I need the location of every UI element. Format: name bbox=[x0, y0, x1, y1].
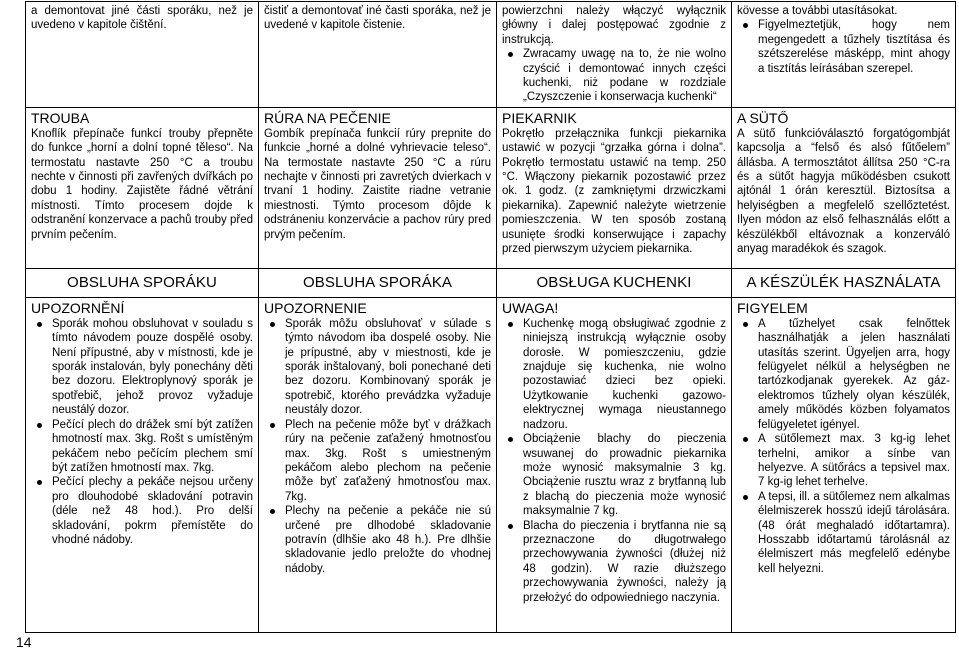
warning-title-cs: UPOZORNĚNÍ bbox=[31, 299, 125, 316]
continuation-row bbox=[26, 2, 956, 108]
list-item: Blacha do pieczenia i brytfanna nie są przeznaczone do długotrwałego przechowywania żywności (dłużej niż 48 godzin). W razie dłuższego przechowywania żywności, należy ją przełożyć do odpowiedniego naczynia. bbox=[502, 519, 726, 605]
list-item: Sporák mohou obsluhovat v souladu s tímto návodem pouze dospělé osoby. Není přípustné, aby v místnosti, kde je sporák instalován, byly ponechány děti bez dozoru. Elektroplynový sporák je spotřebič, jehož provoz vyžaduje neustálý dozor. bbox=[31, 317, 253, 418]
continuation-text-hu: kövesse a további utasításokat. bbox=[737, 5, 898, 17]
continuation-text-pl: powierzchni należy włączyć wyłącznik główny i dalej postępować zgodnie z instrukcją. bbox=[502, 5, 726, 46]
list-item: Obciążenie blachy do pieczenia wsuwanej do prowadnic piekarnika może wynosić maksymalnie 3 kg. Obciążenie rusztu wraz z brytfanną lub z blachą do pieczenia może wynosić maksymalnie 7 kg. bbox=[502, 432, 726, 518]
continuation-cell-hu bbox=[732, 2, 956, 108]
instruction-table bbox=[25, 1, 956, 633]
list-item: Pečící plechy a pekáče nejsou určeny pro dlouhodobé skladování potravin (déle než 48 hod.). Pro delší skladování, pokrm přemístěte do vhodné nádoby. bbox=[31, 475, 253, 547]
header-row bbox=[26, 268, 956, 297]
warning-cell-sk bbox=[259, 297, 497, 632]
oven-title-pl: PIEKARNIK bbox=[502, 109, 577, 126]
oven-title-sk: RÚRA NA PEČENIE bbox=[264, 109, 391, 126]
list-item: A sütőlemezt max. 3 kg-ig lehet terhelni, amikor a sínbe van helyezve. A sütőrács a tepsivel max. 7 kg-ig lehet terhelve. bbox=[737, 432, 950, 490]
warning-title-pl: UWAGA! bbox=[502, 299, 559, 316]
page-number: 14 bbox=[16, 634, 32, 650]
section-header-pl: OBSŁUGA KUCHENKI bbox=[497, 268, 732, 297]
list-item: A tűzhelyet csak felnőttek használhatják a jelen használati utasítás szerint. Ügyeljen arra, hogy felügyelet nélkül a helységben ne tartózkodjanak gyerekek. Az gáz-elektromos tűzhely olyan készülék, amely működés közben folyamatos felügyeletet igényel. bbox=[737, 317, 950, 432]
oven-title-cs: TROUBA bbox=[31, 109, 90, 126]
oven-row bbox=[26, 107, 956, 268]
oven-cell-hu bbox=[732, 107, 956, 268]
warning-title-sk: UPOZORNENIE bbox=[264, 299, 367, 316]
oven-cell-pl bbox=[497, 107, 732, 268]
section-header-sk: OBSLUHA SPORÁKA bbox=[259, 268, 497, 297]
list-item: Zwracamy uwagę na to, że nie wolno czyścić i demontować innych części kuchenki, niż podane w rozdziale „Czyszczenie i konserwacja kuchenki“ bbox=[502, 47, 726, 105]
warning-cell-pl bbox=[497, 297, 732, 632]
warning-row bbox=[26, 297, 956, 632]
warning-cell-cs bbox=[26, 297, 259, 632]
section-header-cs: OBSLUHA SPORÁKU bbox=[26, 268, 259, 297]
warning-list-pl bbox=[502, 317, 726, 605]
oven-text-sk: Gombík prepínača funkcií rúry prepnite do funkcie „horné a dolné vyhrievacie teleso“. Na termostate nastavte 250 °C a rúru nechajte v činnosti pri zavretých dvierkach v trvaní 1 hodiny. Zaistite riadne vetranie miestnosti. Týmto procesom dôjde k odstráneniu konzervácie a pachov rúry pred prvým pečením. bbox=[264, 127, 491, 241]
list-item: Kuchenkę mogą obsługiwać zgodnie z niniejszą instrukcją wyłącznie osoby dorosłe. W pomieszczeniu, gdzie znajduje się kuchenka, nie wolno pozostawiać dzieci bez opieki. Użytkowanie kuchenki gazowo-elektrycznej wymaga nieustannego nadzoru. bbox=[502, 317, 726, 432]
oven-text-cs: Knoflík přepínače funkcí trouby přepněte do funkce „horní a dolní topné těleso“. Na termostatu nastavte 250 °C a troubu nechte v činnosti při zavřených dvířkách po dobu 1 hodiny. Zajistěte řádné větrání místnosti. Tímto procesem dojde k odstranění konzervace a pachů trouby před prvním pečením. bbox=[31, 127, 253, 241]
warning-list-sk bbox=[264, 317, 491, 576]
continuation-text-sk: čistiť a demontovať iné časti sporáka, než je uvedené v kapitole čistenie. bbox=[264, 5, 491, 32]
oven-cell-sk bbox=[259, 107, 497, 268]
section-header-hu: A KÉSZÜLÉK HASZNÁLATA bbox=[732, 268, 956, 297]
warning-cell-hu bbox=[732, 297, 956, 632]
list-item: Sporák môžu obsluhovať v súlade s týmto návodom iba dospelé osoby. Nie je prípustné, aby v miestnosti, kde je sporák inštalovaný, boli ponechané deti bez dozoru. Kombinovaný sporák je spotrebič, ktorého prevádzka vyžaduje neustály dozor. bbox=[264, 317, 491, 418]
list-item: Plechy na pečenie a pekáče nie sú určené pre dlhodobé skladovanie potravín (dlhšie ako 48 h.). Pre dlhšie skladovanie jedlo preložte do vhodnej nádoby. bbox=[264, 504, 491, 576]
warning-title-hu: FIGYELEM bbox=[737, 299, 808, 316]
continuation-list-pl bbox=[502, 47, 726, 105]
continuation-list-hu bbox=[737, 18, 950, 76]
warning-list-hu bbox=[737, 317, 950, 576]
oven-title-hu: A SÜTŐ bbox=[737, 109, 789, 126]
list-item: Plech na pečenie môže byť v drážkach rúry na pečenie zaťažený hmotnosťou max. 3kg. Rošt s umiestneným pekáčom alebo plechom na pečenie môže byť zaťažený hmotnosťou max. 7kg. bbox=[264, 418, 491, 504]
oven-text-pl: Pokrętło przełącznika funkcji piekarnika ustawić w pozycji “grzałka górna i dolna”. Pokrętło termostatu ustawić na temp. 250 °C. Włączony piekarnik pozostawić przez ok. 1 godz. (z zamkniętymi drzwiczkami piekarnika). Zapewnić należyte wietrzenie pomieszczenia. W ten sposób zostaną usunięte środki konserwujące i zapachy przed pierwszym użyciem piekarnika. bbox=[502, 127, 726, 256]
oven-text-hu: A sütő funkcióválasztó forgatógombját kapcsolja a “felső és alsó fűtőelem” állásba. A termosztátot állítsa 250 °C-ra és a sütőt hagyja működésben csukott ajtónál 1 órán keresztül. Biztosítsa a helyiségben a megfelelő szellőztetést. Ilyen módon az első felhasználás előtt a készülékből eltávoznak a konzerváló anyag maradékok és szagok. bbox=[737, 127, 950, 256]
list-item: Figyelmeztetjük, hogy nem megengedett a tűzhely tisztítása és szétszerelése másképp, mint ahogy a tisztítás leírásában szerepel. bbox=[737, 18, 950, 76]
list-item: Pečící plech do drážek smí být zatížen hmotností max. 3kg. Rošt s umístěným pekáčem nebo pečícím plechem smí být zatížen hmotností max. 7kg. bbox=[31, 418, 253, 476]
continuation-text-cs: a demontovat jiné části sporáku, než je uvedeno v kapitole čištění. bbox=[31, 5, 253, 32]
oven-cell-cs bbox=[26, 107, 259, 268]
warning-list-cs bbox=[31, 317, 253, 548]
continuation-cell-cs bbox=[26, 2, 259, 108]
list-item: A tepsi, ill. a sütőlemez nem alkalmas élelmiszerek hosszú idejű tárolására. (48 órát meghaladó időtartamra). Hosszabb időtartamú tárolásnál az élelmiszert más megfelelő edénybe kell helyezni. bbox=[737, 490, 950, 576]
continuation-cell-pl bbox=[497, 2, 732, 108]
continuation-cell-sk bbox=[259, 2, 497, 108]
